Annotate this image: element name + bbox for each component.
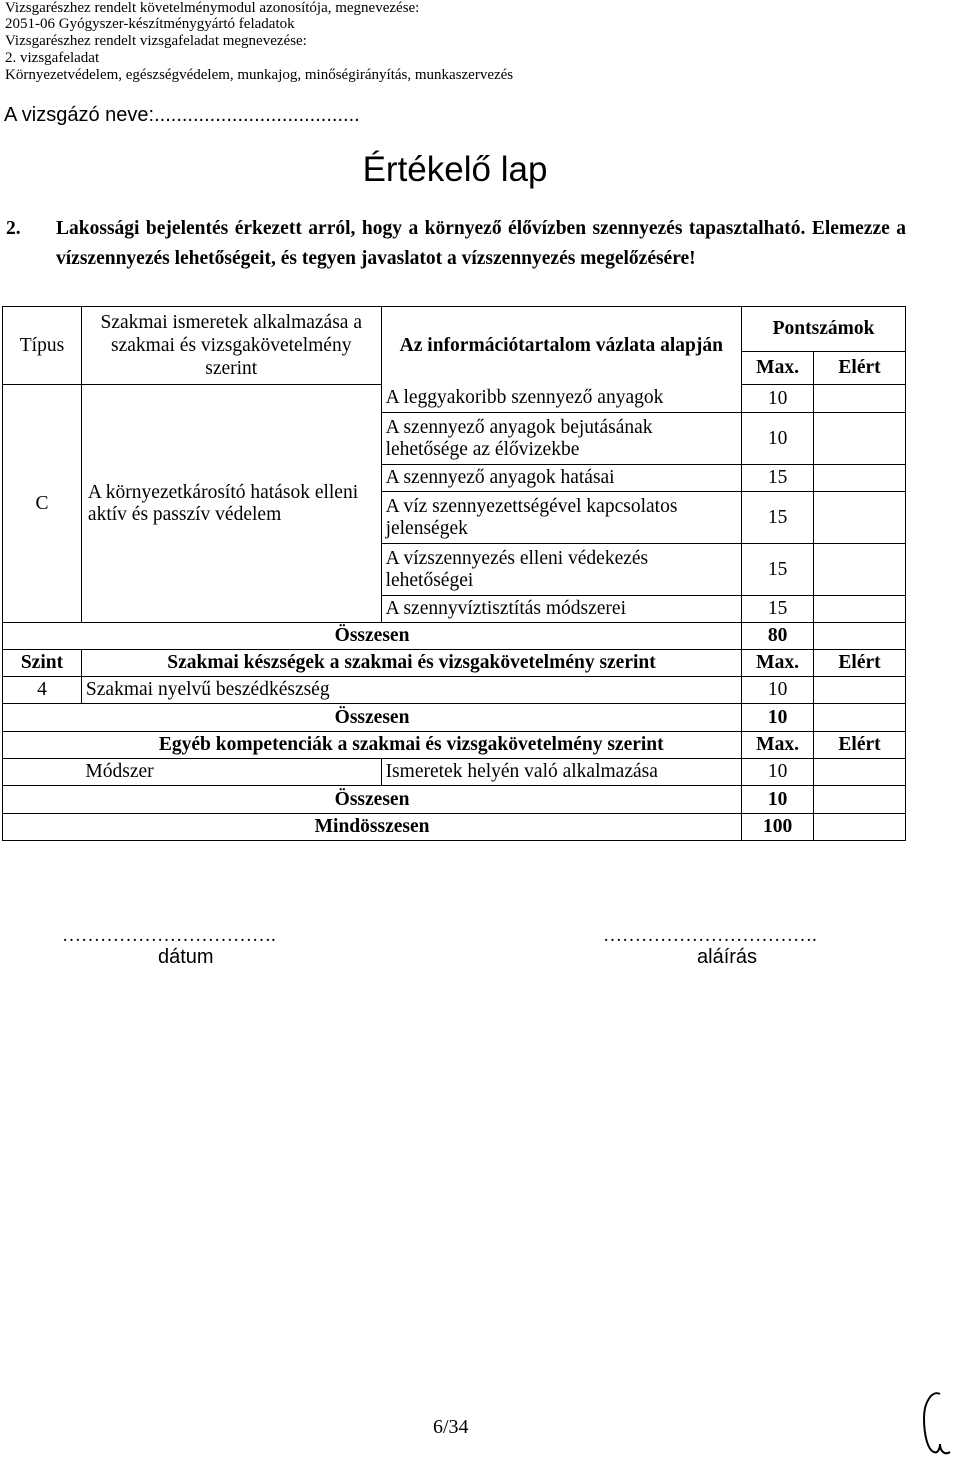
task-text: Lakossági bejelentés érkezett arról, hogy a környező élővízben szennyezés tapasztalható. Elemezze a vízszennyezés lehetőségeit, és tegyen javaslatot a vízszennyezés megelőzésére! bbox=[56, 218, 906, 269]
competency-header: Egyéb kompetenciák a szakmai és vizsgakövetelmény szerint bbox=[81, 732, 741, 759]
skills-achieved-header: Elért bbox=[814, 650, 906, 677]
item-label: A szennyező anyagok hatásai bbox=[381, 465, 742, 492]
item-achieved-cell[interactable] bbox=[814, 413, 906, 465]
header-task-topics: Környezetvédelem, egészségvédelem, munkajog, minőségirányítás, munkaszervezés bbox=[5, 67, 514, 83]
skills-achieved-cell[interactable] bbox=[814, 677, 906, 704]
grand-total-label: Mindösszesen bbox=[3, 814, 742, 841]
subtotal-achieved-cell[interactable] bbox=[814, 786, 906, 814]
competency-achieved-header: Elért bbox=[814, 732, 906, 759]
subtotal-label: Összesen bbox=[3, 623, 742, 650]
skills-item-label: Szakmai nyelvű beszédkészség bbox=[81, 677, 741, 704]
header-task-number: 2. vizsgafeladat bbox=[5, 50, 100, 66]
header-task-label: Vizsgarészhez rendelt vizsgafeladat megnevezése: bbox=[5, 33, 307, 49]
item-label: A szennyező anyagok bejutásának lehetősége az élővizekbe bbox=[381, 413, 742, 465]
page-number: 6/34 bbox=[433, 1416, 469, 1438]
item-label: A leggyakoribb szennyező anyagok bbox=[381, 385, 742, 413]
knowledge-value: A környezetkárosító hatások elleni aktív és passzív védelem bbox=[81, 385, 381, 623]
subtotal-label: Összesen bbox=[3, 786, 742, 814]
achieved-header: Elért bbox=[814, 352, 906, 385]
item-max: 10 bbox=[742, 413, 814, 465]
candidate-name-field: A vizsgázó neve:..................................... bbox=[4, 104, 360, 126]
header-module-label: Vizsgarészhez rendelt követelménymodul azonosítója, megnevezése: bbox=[5, 0, 420, 16]
item-achieved-cell[interactable] bbox=[814, 492, 906, 544]
type-header: Típus bbox=[3, 307, 82, 385]
handwritten-initial-icon bbox=[918, 1388, 956, 1458]
competency-item-max: 10 bbox=[742, 759, 814, 786]
grand-total-achieved-cell[interactable] bbox=[814, 814, 906, 841]
subtotal-max: 10 bbox=[742, 786, 814, 814]
item-label: A szennyvíztisztítás módszerei bbox=[381, 596, 742, 623]
knowledge-header: Szakmai ismeretek alkalmazása a szakmai és vizsgakövetelmény szerint bbox=[81, 307, 381, 385]
competency-item-label: Ismeretek helyén való alkalmazása bbox=[381, 759, 742, 786]
level-header: Szint bbox=[3, 650, 82, 677]
competency-method: Módszer bbox=[81, 759, 381, 786]
signature-label: aláírás bbox=[697, 946, 758, 968]
subtotal-achieved-cell[interactable] bbox=[814, 704, 906, 732]
competency-spacer bbox=[3, 759, 82, 786]
item-achieved-cell[interactable] bbox=[814, 596, 906, 623]
skills-level-value: 4 bbox=[3, 677, 82, 704]
outline-header: Az információtartalom vázlata alapján bbox=[381, 307, 742, 385]
skills-header: Szakmai készségek a szakmai és vizsgakövetelmény szerint bbox=[81, 650, 741, 677]
max-header: Max. bbox=[742, 352, 814, 385]
item-max: 15 bbox=[742, 492, 814, 544]
subtotal-label: Összesen bbox=[3, 704, 742, 732]
page-title: Értékelő lap bbox=[362, 150, 548, 189]
grand-total-max: 100 bbox=[742, 814, 814, 841]
competency-max-header: Max. bbox=[742, 732, 814, 759]
item-max: 10 bbox=[742, 385, 814, 413]
item-label: A víz szennyezettségével kapcsolatos jelenségek bbox=[381, 492, 742, 544]
task-description bbox=[6, 214, 906, 274]
item-label: A vízszennyezés elleni védekezés lehetőségei bbox=[381, 544, 742, 596]
item-max: 15 bbox=[742, 544, 814, 596]
competency-achieved-cell[interactable] bbox=[814, 759, 906, 786]
type-value: C bbox=[3, 385, 82, 623]
date-line: ……………………………. bbox=[62, 925, 276, 946]
signature-line: ……………………………. bbox=[603, 925, 817, 946]
competency-spacer bbox=[3, 732, 82, 759]
task-number: 2. bbox=[6, 218, 21, 239]
date-label: dátum bbox=[158, 946, 214, 968]
item-max: 15 bbox=[742, 596, 814, 623]
skills-max-header: Max. bbox=[742, 650, 814, 677]
item-achieved-cell[interactable] bbox=[814, 385, 906, 413]
item-max: 15 bbox=[742, 465, 814, 492]
item-achieved-cell[interactable] bbox=[814, 544, 906, 596]
subtotal-achieved-cell[interactable] bbox=[814, 623, 906, 650]
skills-item-max: 10 bbox=[742, 677, 814, 704]
subtotal-max: 80 bbox=[742, 623, 814, 650]
item-achieved-cell[interactable] bbox=[814, 465, 906, 492]
subtotal-max: 10 bbox=[742, 704, 814, 732]
evaluation-table bbox=[2, 306, 906, 841]
header-module-name: 2051-06 Gyógyszer-készítménygyártó feladatok bbox=[5, 16, 295, 32]
points-header: Pontszámok bbox=[742, 307, 906, 352]
